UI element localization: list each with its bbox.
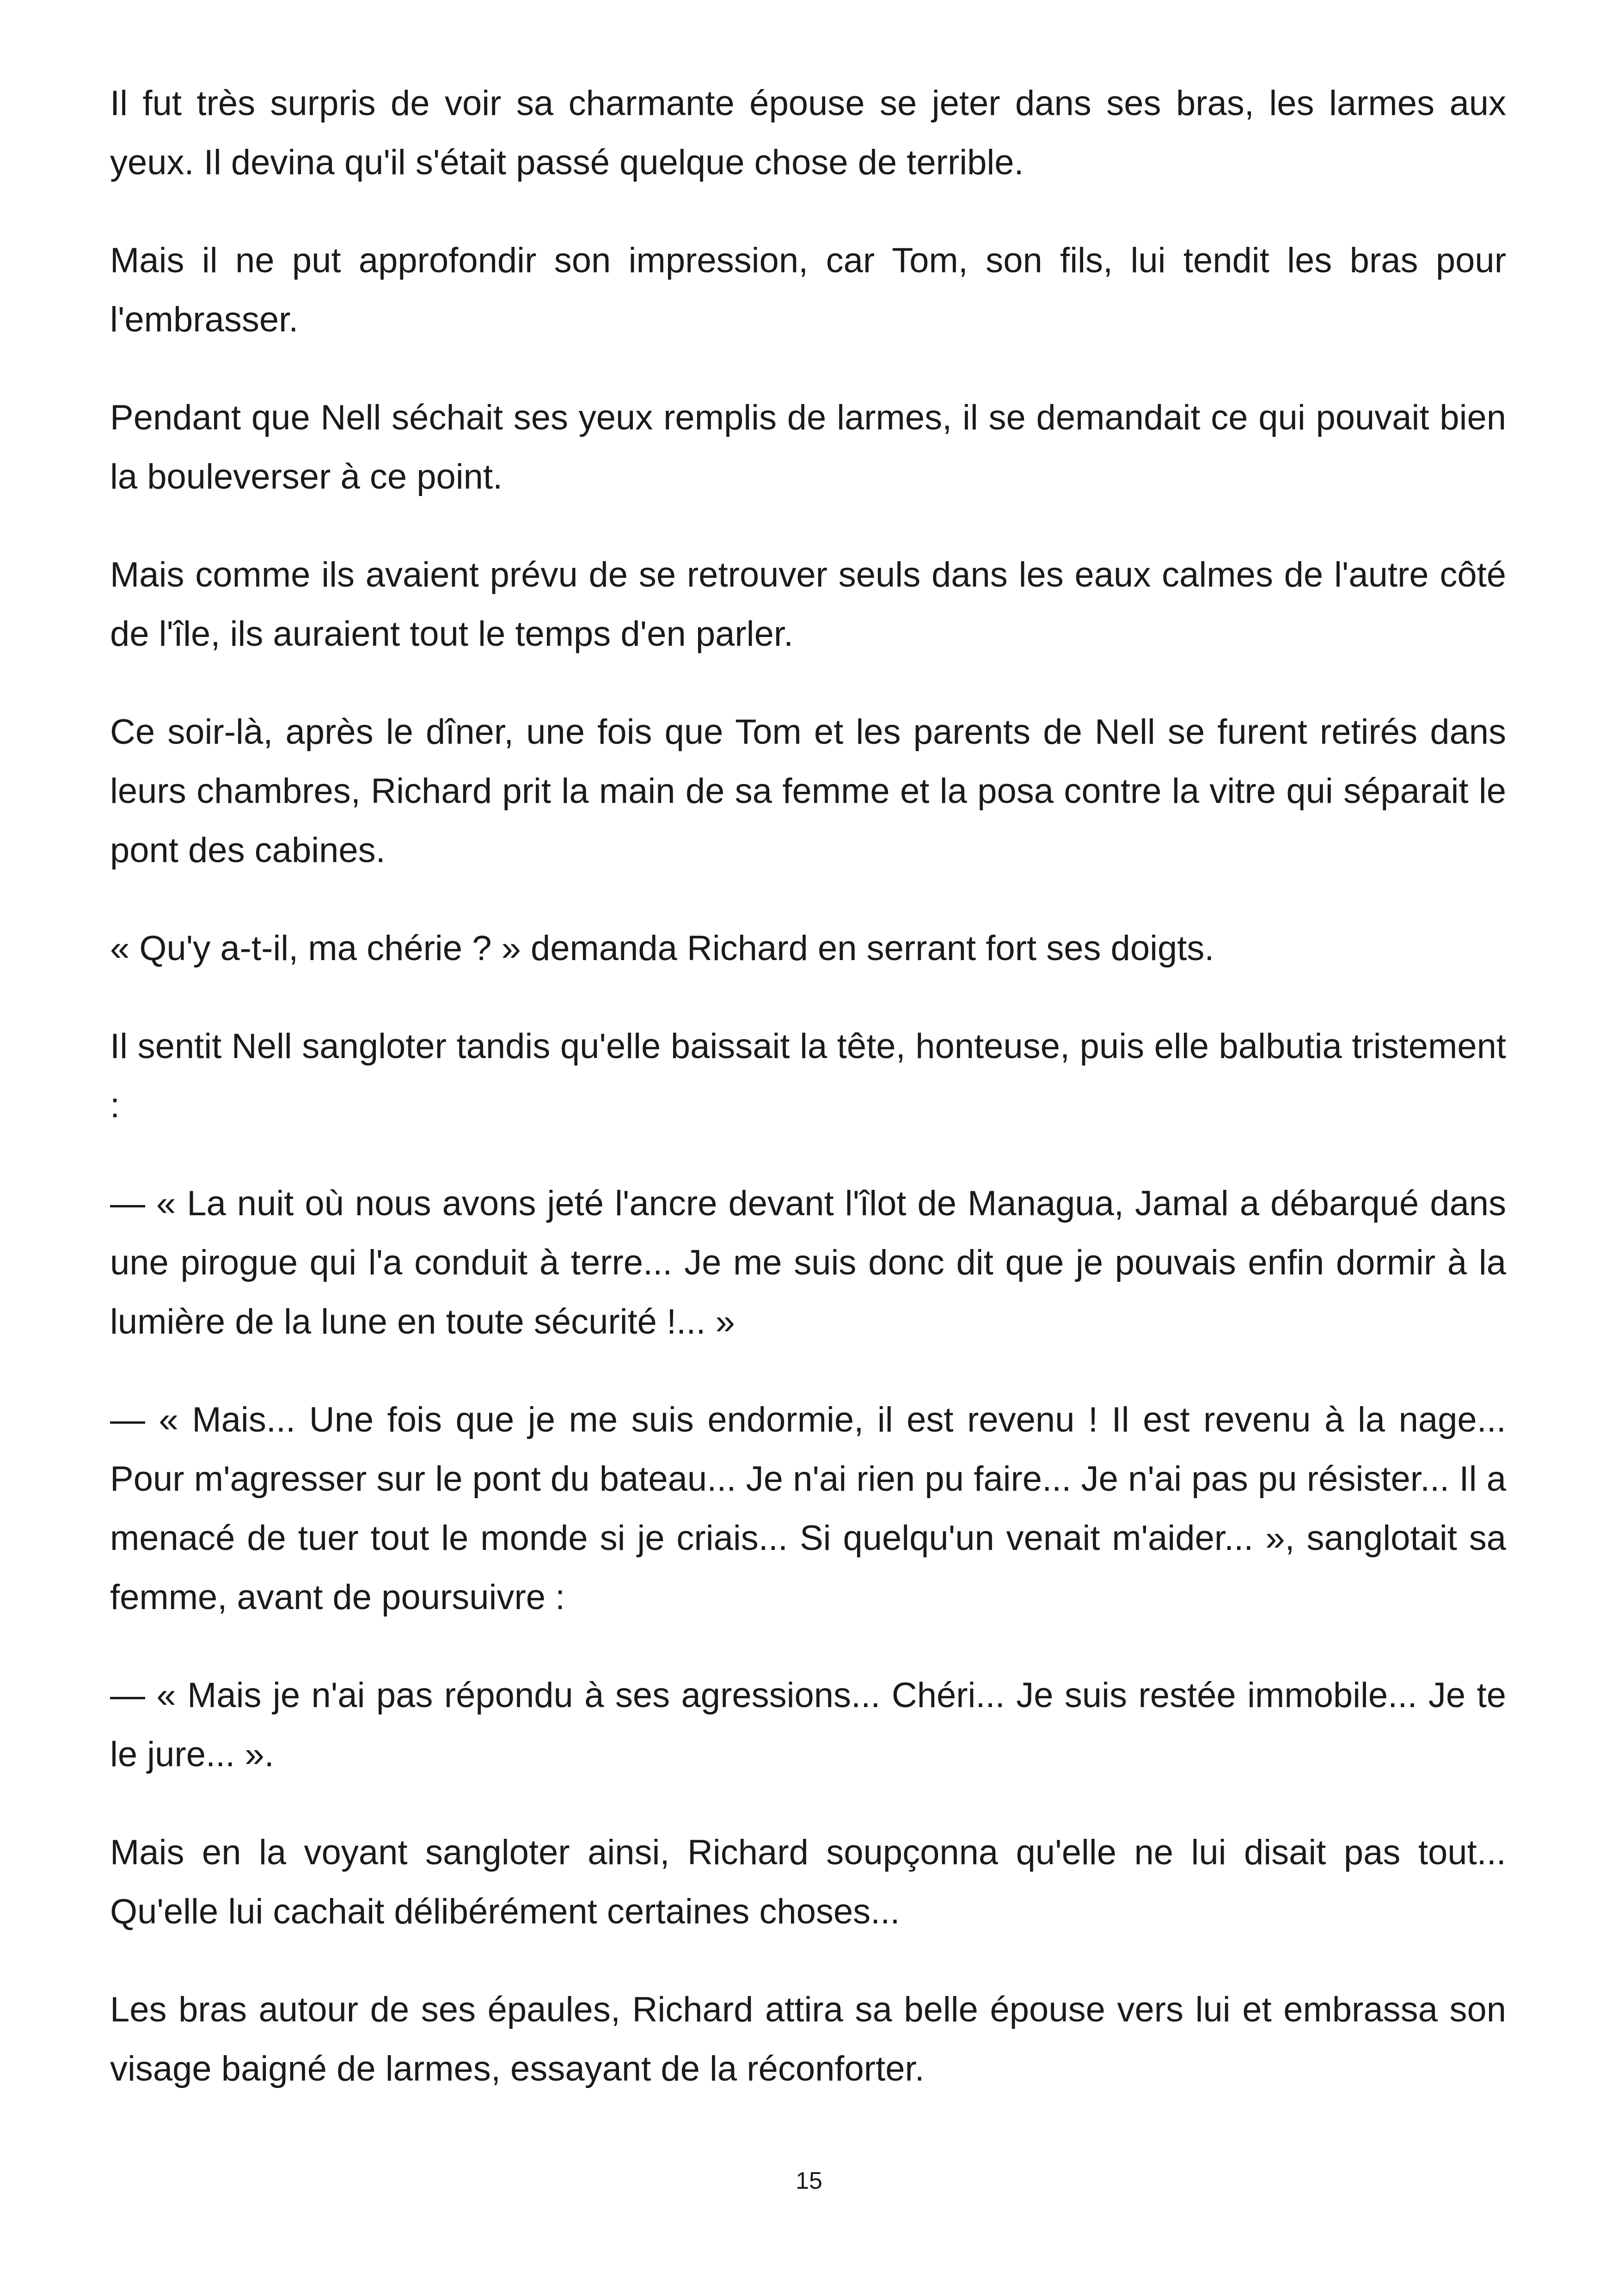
paragraph: Il sentit Nell sangloter tandis qu'elle baissait la tête, honteuse, puis elle balbutia tristement :	[110, 1027, 1506, 1125]
page-number: 15	[796, 2167, 822, 2194]
paragraph: Mais comme ils avaient prévu de se retrouver seuls dans les eaux calmes de l'autre côté de l'île, ils auraient tout le temps d'en parler.	[110, 555, 1506, 654]
paragraph: Pendant que Nell séchait ses yeux remplis de larmes, il se demandait ce qui pouvait bien la bouleverser à ce point.	[110, 398, 1506, 496]
paragraph: — « La nuit où nous avons jeté l'ancre devant l'îlot de Managua, Jamal a débarqué dans une pirogue qui l'a conduit à terre... Je me suis donc dit que je pouvais enfin dormir à la lumière de la lune en toute sécurité !... »	[110, 1184, 1506, 1341]
paragraph: « Qu'y a-t-il, ma chérie ? » demanda Richard en serrant fort ses doigts.	[110, 929, 1214, 968]
paragraph: — « Mais... Une fois que je me suis endormie, il est revenu ! Il est revenu à la nage... Pour m'agresser sur le pont du bateau... Je n'ai rien pu faire... Je n'ai pas pu résister... Il a menacé de tuer tout le monde si je criais... Si quelqu'un venait m'aider... », sanglotait sa femme, avant de poursuivre :	[110, 1400, 1506, 1617]
paragraph: Mais il ne put approfondir son impression, car Tom, son fils, lui tendit les bras pour l'embrasser.	[110, 241, 1506, 339]
paragraph: Il fut très surpris de voir sa charmante épouse se jeter dans ses bras, les larmes aux yeux. Il devina qu'il s'était passé quelque chose de terrible.	[110, 84, 1506, 182]
body-text	[110, 74, 1506, 2137]
paragraph: Les bras autour de ses épaules, Richard attira sa belle épouse vers lui et embrassa son visage baigné de larmes, essayant de la réconforter.	[110, 1990, 1506, 2088]
paragraph: — « Mais je n'ai pas répondu à ses agressions... Chéri... Je suis restée immobile... Je te le jure... ».	[110, 1676, 1506, 1774]
paragraph: Mais en la voyant sangloter ainsi, Richard soupçonna qu'elle ne lui disait pas tout... Qu'elle lui cachait délibérément certaines choses...	[110, 1833, 1506, 1931]
paragraph: Ce soir-là, après le dîner, une fois que Tom et les parents de Nell se furent retirés dans leurs chambres, Richard prit la main de sa femme et la posa contre la vitre qui séparait le pont des cabines.	[110, 712, 1506, 870]
